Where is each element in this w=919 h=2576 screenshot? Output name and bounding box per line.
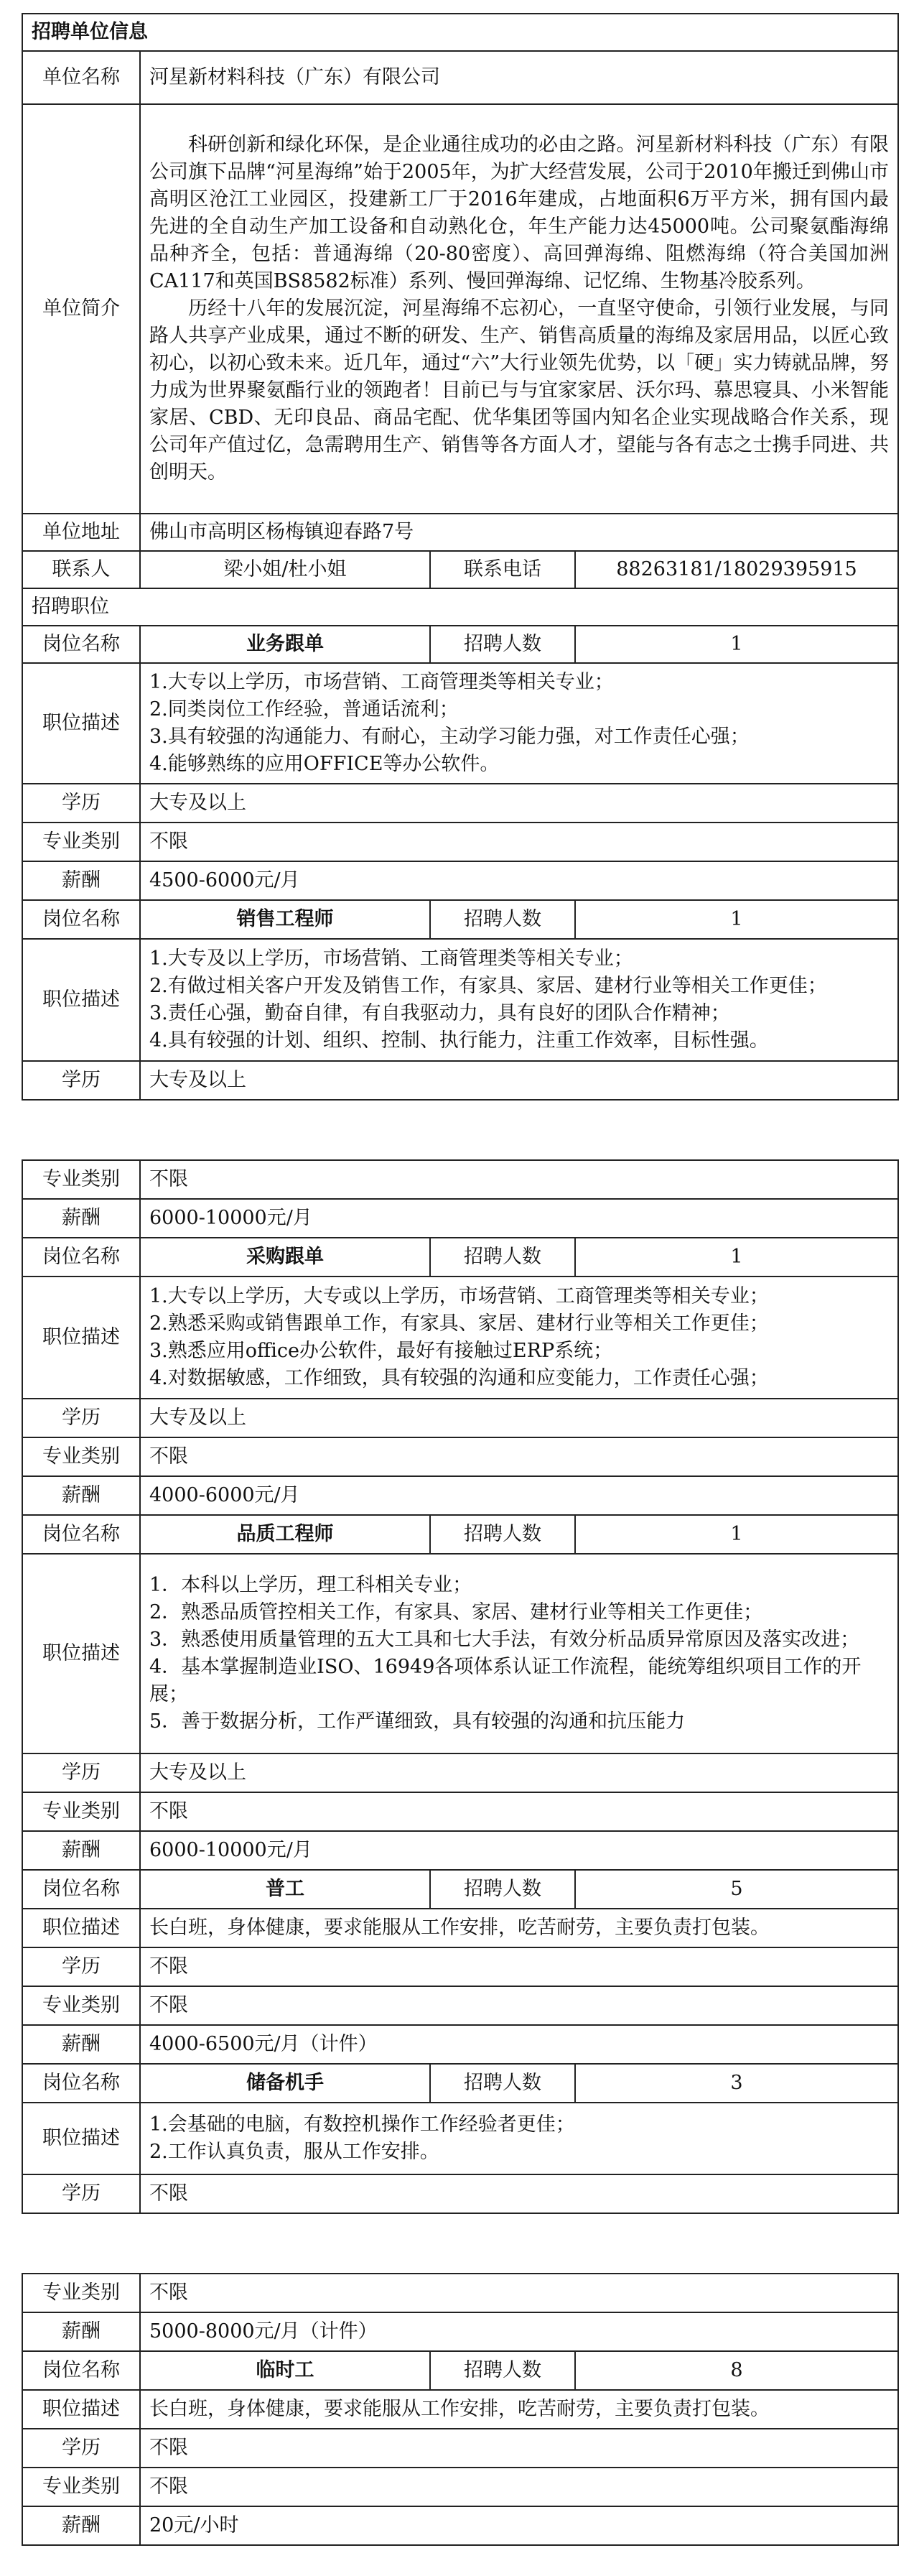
salary-label: 薪酬 [22, 2312, 140, 2351]
education-label: 学历 [22, 1061, 140, 1100]
salary-label: 薪酬 [22, 1831, 140, 1870]
salary-value: 20元/小时 [140, 2506, 898, 2545]
job-description [140, 2103, 898, 2174]
job-description [140, 939, 898, 1061]
education-label: 学历 [22, 2174, 140, 2213]
major-value: 不限 [140, 1986, 898, 2025]
major-value: 不限 [140, 1160, 898, 1199]
contact-person: 梁小姐/杜小姐 [140, 551, 430, 588]
major-label: 专业类别 [22, 1986, 140, 2025]
education-label: 学历 [22, 2429, 140, 2468]
description-line: 1．本科以上学历，理工科相关专业； [149, 1574, 472, 1596]
description-line: 3.具有较强的沟通能力、有耐心，主动学习能力强，对工作责任心强； [149, 726, 750, 748]
major-value: 不限 [140, 823, 898, 861]
post-name: 业务跟单 [140, 626, 430, 663]
job-description: 长白班，身体健康，要求能服从工作安排，吃苦耐劳，主要负责打包装。 [140, 2390, 898, 2429]
job-header-row [22, 1238, 898, 1277]
headcount-label: 招聘人数 [430, 2064, 575, 2103]
job-description [140, 663, 898, 784]
description-line: 2.同类岗位工作经验，普通话流利； [149, 698, 459, 721]
post-name: 储备机手 [140, 2064, 430, 2103]
salary-label: 薪酬 [22, 2025, 140, 2064]
major-label: 专业类别 [22, 1160, 140, 1199]
job-description: 长白班，身体健康，要求能服从工作安排，吃苦耐劳，主要负责打包装。 [140, 1909, 898, 1947]
headcount-label: 招聘人数 [430, 626, 575, 663]
description-label: 职位描述 [22, 939, 140, 1061]
post-name: 采购跟单 [140, 1238, 430, 1277]
post-name-label: 岗位名称 [22, 1238, 140, 1277]
headcount: 5 [575, 1870, 898, 1909]
description-label: 职位描述 [22, 2103, 140, 2174]
description-line: 4.具有较强的计划、组织、控制、执行能力，注重工作效率，目标性强。 [149, 1029, 769, 1052]
education-value: 大专及以上 [140, 1399, 898, 1437]
description-label: 职位描述 [22, 1277, 140, 1399]
education-value: 大专及以上 [140, 784, 898, 823]
description-line: 3.责任心强，勤奋自律，有自我驱动力，具有良好的团队合作精神； [149, 1002, 730, 1024]
description-line: 5．善于数据分析，工作严谨细致，具有较强的沟通和抗压能力 [149, 1710, 686, 1733]
headcount: 1 [575, 900, 898, 939]
intro-paragraph: 科研创新和绿化环保，是企业通往成功的必由之路。河星新材料科技（广东）有限公司旗下品牌“河星海绵”始于2005年，为扩大经营发展，公司于2010年搬迁到佛山市高明区沧江工业园区，投建新工厂于2016年建成，占地面积6万平方米，拥有国内最先进的全自动生产加工设备和自动熟化仓，年生产能力达45000吨。公司聚氨酯海绵品种齐全，包括：普通海绵（20-80密度）、高回弹海绵、阻燃海绵（符合美国加洲CA117和英国BS8582标准）系列、慢回弹海绵、记忆绵、生物基冷胶系列。 [149, 134, 889, 292]
recruitment-table-part-2 [22, 1159, 899, 2214]
major-label: 专业类别 [22, 823, 140, 861]
headcount: 3 [575, 2064, 898, 2103]
post-name: 品质工程师 [140, 1515, 430, 1554]
headcount: 8 [575, 2351, 898, 2390]
salary-value: 5000-8000元/月（计件） [140, 2312, 898, 2351]
salary-value: 4500-6000元/月 [140, 861, 898, 900]
section-title: 招聘单位信息 [22, 14, 898, 51]
description-line: 1.大专及以上学历，市场营销、工商管理类等相关专业； [149, 948, 633, 970]
education-label: 学历 [22, 1399, 140, 1437]
description-line: 3．熟悉使用质量管理的五大工具和七大手法，有效分析品质异常原因及落实改进； [149, 1628, 860, 1651]
recruitment-table-part-1 [22, 13, 899, 1101]
headcount: 1 [575, 1238, 898, 1277]
major-label: 专业类别 [22, 2468, 140, 2506]
post-name-label: 岗位名称 [22, 1515, 140, 1554]
company-address-label: 单位地址 [22, 514, 140, 551]
headcount-label: 招聘人数 [430, 1238, 575, 1277]
major-value: 不限 [140, 2274, 898, 2312]
description-line: 1.大专以上学历，市场营销、工商管理类等相关专业； [149, 671, 614, 693]
major-value: 不限 [140, 1792, 898, 1831]
description-label: 职位描述 [22, 1554, 140, 1753]
description-label: 职位描述 [22, 2390, 140, 2429]
positions-title: 招聘职位 [22, 588, 898, 626]
job-header-row [22, 2351, 898, 2390]
salary-value: 4000-6500元/月（计件） [140, 2025, 898, 2064]
headcount-label: 招聘人数 [430, 900, 575, 939]
salary-label: 薪酬 [22, 861, 140, 900]
post-name-label: 岗位名称 [22, 2064, 140, 2103]
description-label: 职位描述 [22, 663, 140, 784]
post-name-label: 岗位名称 [22, 2351, 140, 2390]
major-label: 专业类别 [22, 1437, 140, 1476]
contact-phone: 88263181/18029395915 [575, 551, 898, 588]
company-name: 河星新材料科技（广东）有限公司 [140, 51, 898, 104]
headcount-label: 招聘人数 [430, 2351, 575, 2390]
description-line: 1.大专以上学历，大专或以上学历，市场营销、工商管理类等相关专业； [149, 1285, 769, 1307]
job-header-row [22, 900, 898, 939]
recruitment-table-part-3 [22, 2273, 899, 2546]
job-header-row [22, 626, 898, 663]
major-label: 专业类别 [22, 2274, 140, 2312]
education-value: 不限 [140, 2174, 898, 2213]
post-name: 临时工 [140, 2351, 430, 2390]
description-line: 2.工作认真负责，服从工作安排。 [149, 2141, 439, 2163]
education-label: 学历 [22, 784, 140, 823]
education-value: 不限 [140, 2429, 898, 2468]
description-label: 职位描述 [22, 1909, 140, 1947]
description-line: 2.熟悉采购或销售跟单工作，有家具、家居、建材行业等相关工作更佳； [149, 1312, 769, 1335]
description-line: 2.有做过相关客户开发及销售工作，有家具、家居、建材行业等相关工作更佳； [149, 975, 827, 997]
headcount-label: 招聘人数 [430, 1870, 575, 1909]
salary-label: 薪酬 [22, 2506, 140, 2545]
major-value: 不限 [140, 2468, 898, 2506]
post-name: 销售工程师 [140, 900, 430, 939]
description-line: 4.对数据敏感，工作细致，具有较强的沟通和应变能力，工作责任心强； [149, 1367, 769, 1389]
company-name-label: 单位名称 [22, 51, 140, 104]
salary-label: 薪酬 [22, 1199, 140, 1238]
education-label: 学历 [22, 1753, 140, 1792]
description-line: 4．基本掌握制造业ISO、16949各项体系认证工作流程，能统筹组织项目工作的开展； [149, 1656, 862, 1705]
salary-label: 薪酬 [22, 1476, 140, 1515]
major-label: 专业类别 [22, 1792, 140, 1831]
job-header-row [22, 1870, 898, 1909]
post-name-label: 岗位名称 [22, 626, 140, 663]
post-name: 普工 [140, 1870, 430, 1909]
headcount: 1 [575, 626, 898, 663]
intro-paragraph: 历经十八年的发展沉淀，河星海绵不忘初心，一直坚守使命，引领行业发展，与同路人共享产业成果，通过不断的研发、生产、销售高质量的海绵及家居用品，以匠心致初心，以初心致未来。近几年，通过“六”大行业领先优势，以「硬」实力铸就品牌，努力成为世界聚氨酯行业的领跑者！目前已与与宜家家居、沃尔玛、慕思寝具、小米智能家居、CBD、无印良品、商品宅配、优华集团等国内知名企业实现战略合作关系，现公司年产值过亿，急需聘用生产、销售等各方面人才，望能与各有志之士携手同进、共创明天。 [149, 297, 889, 483]
salary-value: 6000-10000元/月 [140, 1199, 898, 1238]
description-line: 4.能够熟练的应用OFFICE等办公软件。 [149, 753, 500, 775]
contact-phone-label: 联系电话 [430, 551, 575, 588]
job-header-row [22, 2064, 898, 2103]
headcount-label: 招聘人数 [430, 1515, 575, 1554]
description-line: 2．熟悉品质管控相关工作，有家具、家居、建材行业等相关工作更佳； [149, 1601, 763, 1623]
company-intro-label: 单位简介 [22, 104, 140, 514]
salary-value: 6000-10000元/月 [140, 1831, 898, 1870]
education-value: 大专及以上 [140, 1061, 898, 1100]
education-value: 不限 [140, 1947, 898, 1986]
education-label: 学历 [22, 1947, 140, 1986]
salary-value: 4000-6000元/月 [140, 1476, 898, 1515]
job-description [140, 1554, 898, 1753]
company-intro [140, 104, 898, 514]
major-value: 不限 [140, 1437, 898, 1476]
company-address: 佛山市高明区杨梅镇迎春路7号 [140, 514, 898, 551]
education-value: 大专及以上 [140, 1753, 898, 1792]
job-header-row [22, 1515, 898, 1554]
job-description [140, 1277, 898, 1399]
description-line: 1.会基础的电脑，有数控机操作工作经验者更佳； [149, 2113, 575, 2136]
description-line: 3.熟悉应用office办公软件，最好有接触过ERP系统； [149, 1340, 613, 1362]
post-name-label: 岗位名称 [22, 900, 140, 939]
post-name-label: 岗位名称 [22, 1870, 140, 1909]
headcount: 1 [575, 1515, 898, 1554]
contact-person-label: 联系人 [22, 551, 140, 588]
